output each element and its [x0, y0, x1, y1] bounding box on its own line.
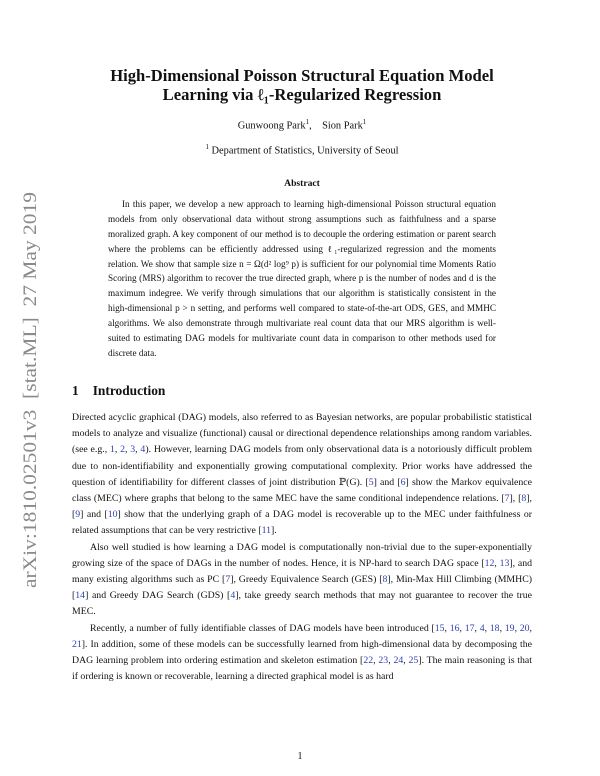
citation-link[interactable]: 15 — [434, 622, 445, 634]
paper-page — [72, 66, 532, 685]
author-2-affil: 1 — [362, 118, 367, 126]
text-run: ]. In addition, some of these models can be successfully learned from high-dimensional data by decomposing the DAG learning problem into ordering estimation and skeleton estimation [ — [72, 638, 532, 666]
affiliation — [72, 143, 532, 156]
paper-title — [72, 66, 532, 104]
text-run: , — [388, 654, 394, 666]
section-heading — [72, 383, 532, 399]
text-run: , — [459, 622, 465, 634]
text-run: , — [499, 622, 505, 634]
author-1-affil: 1 — [305, 118, 310, 126]
arxiv-identifier-text: arXiv:1810.02501v3 [stat.ML] 27 May 2019 — [20, 237, 41, 588]
citation-link[interactable]: 8 — [382, 573, 388, 585]
abstract-body: In this paper, we develop a new approach to learning high-dimensional Poisson structural equation models from only observational data without strong assumptions such as faithfulness and a sparse moralized graph. A key component of our method is to decouple the ordering estimation or parent search where the problems can be efficiently addressed using ℓ₁-regularized regression and the moments relation. We show that sample size n = Ω(d² log⁹ p) is sufficient for our polynomial time Moments Ratio Scoring (MRS) algorithm to recover the true directed graph, where p is the number of nodes and d is the maximum indegree. We verify through simulations that our algorithm is statistically consistent in the high-dimensional p > n setting, and performs well compared to state-of-the-art ODS, GES, and MMHC algorithms. We also demonstrate through multivariate real count data that our MRS algorithm is well-suited to estimating DAG models for multivariate count data in comparison to other methods used for discrete data. — [108, 198, 496, 358]
text-run: , — [403, 654, 409, 666]
text-run: ], take greedy search methods that may not guarantee to recover the true MEC. — [72, 590, 532, 618]
text-run: , — [514, 622, 520, 634]
citation-link[interactable]: 14 — [75, 590, 86, 602]
citation-link[interactable]: 17 — [464, 622, 475, 634]
citation-link[interactable]: 19 — [504, 622, 515, 634]
text-run: ] and Greedy DAG Search (GDS) [ — [85, 590, 231, 602]
text-run: , — [474, 622, 480, 634]
text-run: Directed acyclic graphical (DAG) models, also referred to as Bayesian networks, are popular probabilistic statistical models to analyze and visualize (functional) causal or directional dependence relationships among random variables.(see e.g., — [72, 411, 532, 456]
abstract-heading: Abstract — [284, 177, 320, 189]
arxiv-identifier — [8, 190, 48, 590]
author-1: Gunwoong Park — [237, 120, 306, 132]
citation-link[interactable]: 11 — [261, 525, 272, 537]
text-run: ]. The main reasoning is that if ordering is known or recoverable, learning a directed graphical model is as hard — [72, 654, 532, 683]
citation-link[interactable]: 2 — [120, 444, 126, 456]
text-run: ] and [ — [373, 476, 401, 488]
citation-link[interactable]: 4 — [230, 590, 236, 602]
citation-link[interactable]: 3 — [130, 444, 136, 456]
text-run: , — [444, 622, 450, 634]
citation-link[interactable]: 8 — [521, 492, 527, 504]
citation-link[interactable]: 16 — [449, 622, 460, 634]
text-run: ). However, learning DAG models from only observational data is a notoriously difficult problem due to non-identifiability and exponentially growing computational complexity. Prior works have addressed the question of identifiability for different classes of joint distribution ℙ(G). [ — [72, 444, 532, 488]
section-title: Introduction — [92, 382, 166, 398]
text-run: ], Min-Max Hill Climbing (MMHC) [ — [72, 573, 532, 602]
text-run: Recently, a number of fully identifiable classes of DAG models have been introduced [ — [90, 622, 435, 634]
author-separator: , — [309, 120, 312, 132]
citation-link[interactable]: 22 — [363, 654, 374, 666]
citation-link[interactable]: 7 — [225, 573, 231, 585]
text-run: ] show that the underlying graph of a DAG model is recoverable up to the MEC under faithfulness or related assumptions that can be very restrictive [ — [72, 509, 532, 537]
citation-link[interactable]: 9 — [75, 509, 81, 521]
intro-paragraph-1 — [72, 410, 532, 540]
citation-link[interactable]: 21 — [72, 638, 82, 650]
text-run: , — [125, 444, 131, 456]
text-run: ], [ — [72, 492, 532, 521]
authors — [72, 118, 532, 131]
citation-link[interactable]: 25 — [408, 654, 419, 666]
title-line-2: Learning via ℓ₁-Regularized Regression — [162, 85, 442, 104]
citation-link[interactable]: 12 — [484, 557, 495, 569]
citation-link[interactable]: 4 — [479, 622, 485, 634]
text-run: Also well studied is how learning a DAG model is computationally non-trivial due to the super-exponentially growing size of the space of DAGs in the number of nodes. Hence, it is NP-hard to search DAG space [ — [72, 541, 532, 569]
author-2: Sion Park — [322, 120, 363, 132]
text-run: , — [494, 557, 500, 569]
text-run: , — [373, 654, 379, 666]
title-line-1: High-Dimensional Poisson Structural Equation Model — [110, 66, 494, 85]
text-run: ] and [ — [80, 509, 108, 521]
text-run: ] show the Markov equivalence class (MEC) where graphs that belong to the same MEC have the same conditional independence relations. [ — [72, 476, 532, 504]
section-number: 1 — [72, 382, 79, 398]
affiliation-text: Department of Statistics, University of Seoul — [211, 145, 399, 157]
citation-link[interactable]: 7 — [504, 492, 510, 504]
citation-link[interactable]: 13 — [499, 557, 510, 569]
citation-link[interactable]: 4 — [140, 444, 146, 456]
text-run: ], and many existing algorithms such as PC [ — [72, 557, 533, 585]
page-number: 1 — [297, 751, 303, 762]
text-run: , — [114, 444, 121, 456]
citation-link[interactable]: 1 — [109, 444, 115, 456]
citation-link[interactable]: 5 — [368, 476, 374, 488]
citation-link[interactable]: 18 — [489, 622, 500, 634]
text-run: ]. — [271, 525, 277, 537]
affiliation-mark: 1 — [205, 143, 209, 152]
text-run: , — [135, 444, 141, 456]
intro-paragraph-3 — [72, 621, 532, 686]
text-run: ], Greedy Equivalence Search (GES) [ — [230, 573, 383, 585]
intro-paragraph-2 — [72, 540, 532, 621]
text-run: , — [484, 622, 490, 634]
text-run: , — [529, 622, 532, 634]
citation-link[interactable]: 6 — [400, 476, 406, 488]
citation-link[interactable]: 20 — [519, 622, 530, 634]
citation-link[interactable]: 10 — [107, 509, 118, 521]
citation-link[interactable]: 23 — [378, 654, 389, 666]
citation-link[interactable]: 24 — [393, 654, 404, 666]
text-run: ], [ — [509, 492, 522, 504]
